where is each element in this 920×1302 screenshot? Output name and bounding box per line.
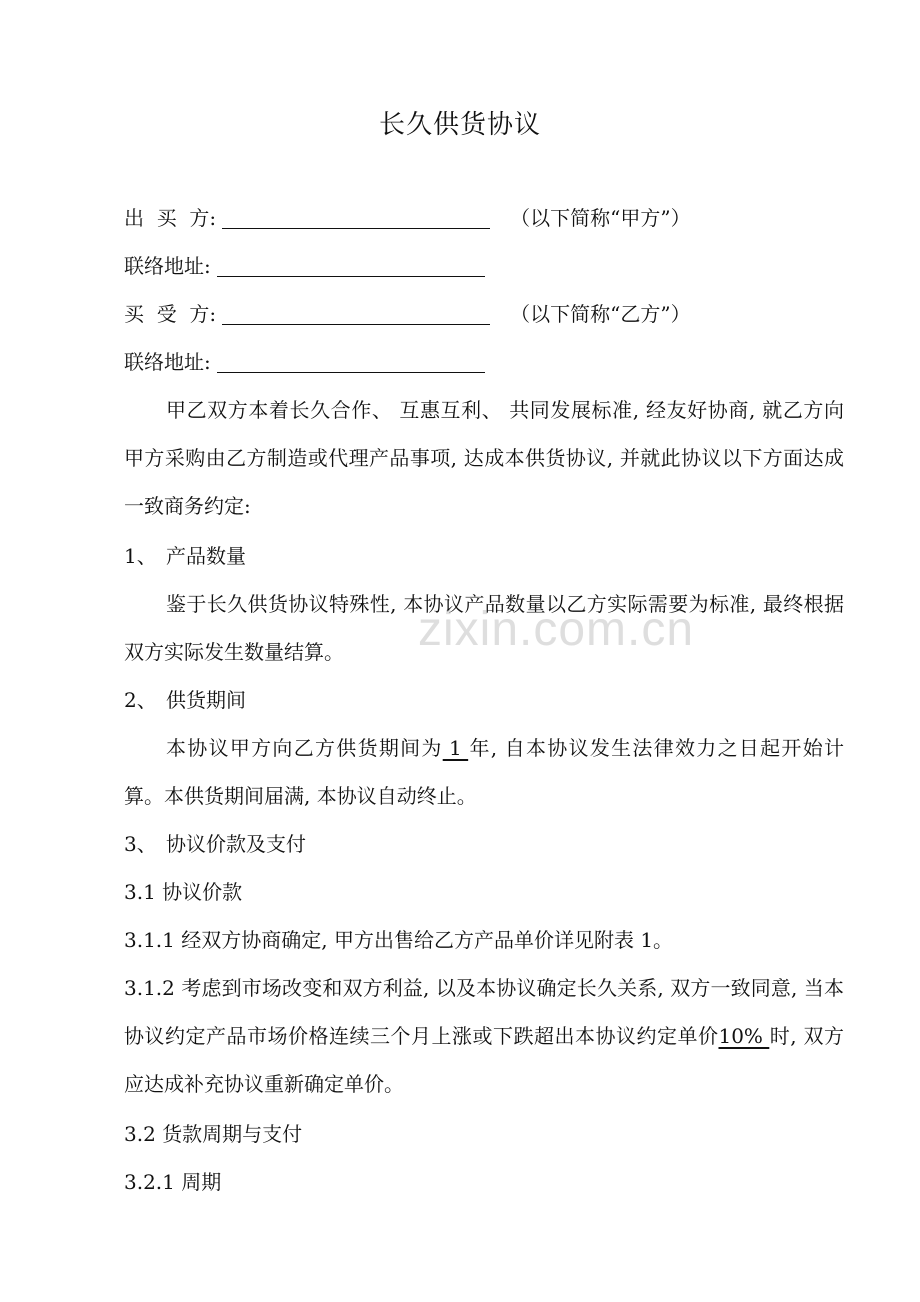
- section-2-body-pre: 本协议甲方向乙方供货期间为: [166, 736, 443, 760]
- address-label-1: 联络地址:: [124, 254, 211, 278]
- section-3-title: 协议价款及支付: [166, 832, 306, 856]
- section-2-body: [124, 724, 844, 820]
- address-blank-1: [217, 256, 485, 277]
- section-1-heading: [124, 542, 246, 570]
- section-3-heading: [124, 830, 306, 858]
- subsection-3-1-1: 3.1.1 经双方协商确定, 甲方出售给乙方产品单价详见附表 1。: [124, 928, 674, 952]
- intro-paragraph: 甲乙双方本着长久合作、 互惠互利、 共同发展标准, 经友好协商, 就乙方向甲方采购由乙方制造或代理产品事项, 达成本供货协议, 并就此协议以下方面达成一致商务约定:: [124, 398, 844, 518]
- document-title: 长久供货协议: [378, 110, 541, 140]
- section-2-number: 2、: [124, 688, 157, 712]
- section-1-body: 鉴于长久供货协议特殊性, 本协议产品数量以乙方实际需要为标准, 最终根据双方实际发生数量结算。: [124, 592, 844, 664]
- party-b-label: 买 受 方:: [124, 302, 217, 326]
- subsection-3-2: 3.2 货款周期与支付: [124, 1122, 303, 1146]
- subsection-3-1: 3.1 协议价款: [124, 880, 243, 904]
- section-2-heading: [124, 686, 246, 714]
- subsection-3-1-2-post: 时, 双方应达成补充协议重新确定单价。: [124, 1024, 845, 1096]
- watermark: zixin.com.cn: [418, 603, 695, 656]
- section-1-number: 1、: [124, 544, 157, 568]
- party-b-note: （以下简称“乙方”）: [510, 302, 691, 326]
- price-threshold: 10%: [718, 1024, 770, 1048]
- address-row-1: [124, 252, 485, 280]
- address-row-2: [124, 348, 485, 376]
- subsection-3-1-2-pre: 3.1.2 考虑到市场改变和双方利益, 以及本协议确定长久关系, 双方一致同意, 当本协议约定产品市场价格连续三个月上涨或下跌超出本协议约定单价: [124, 976, 844, 1048]
- supply-years: 1: [442, 736, 469, 760]
- address-blank-2: [217, 352, 485, 373]
- subsection-3-2-1: 3.2.1 周期: [124, 1170, 222, 1194]
- party-a-blank: [222, 208, 490, 229]
- party-b-row: [124, 300, 691, 328]
- party-a-row: [124, 204, 691, 232]
- address-label-2: 联络地址:: [124, 350, 211, 374]
- section-3-number: 3、: [124, 832, 157, 856]
- section-2-title: 供货期间: [166, 688, 246, 712]
- section-1-title: 产品数量: [166, 544, 246, 568]
- section-2-body-post: 年, 自本协议发生法律效力之日起开始计算。本供货期间届满, 本协议自动终止。: [124, 736, 844, 808]
- subsection-3-1-2: [124, 964, 844, 1108]
- party-b-blank: [222, 304, 490, 325]
- party-a-note: （以下简称“甲方”）: [510, 206, 691, 230]
- party-a-label: 出 买 方:: [124, 206, 217, 230]
